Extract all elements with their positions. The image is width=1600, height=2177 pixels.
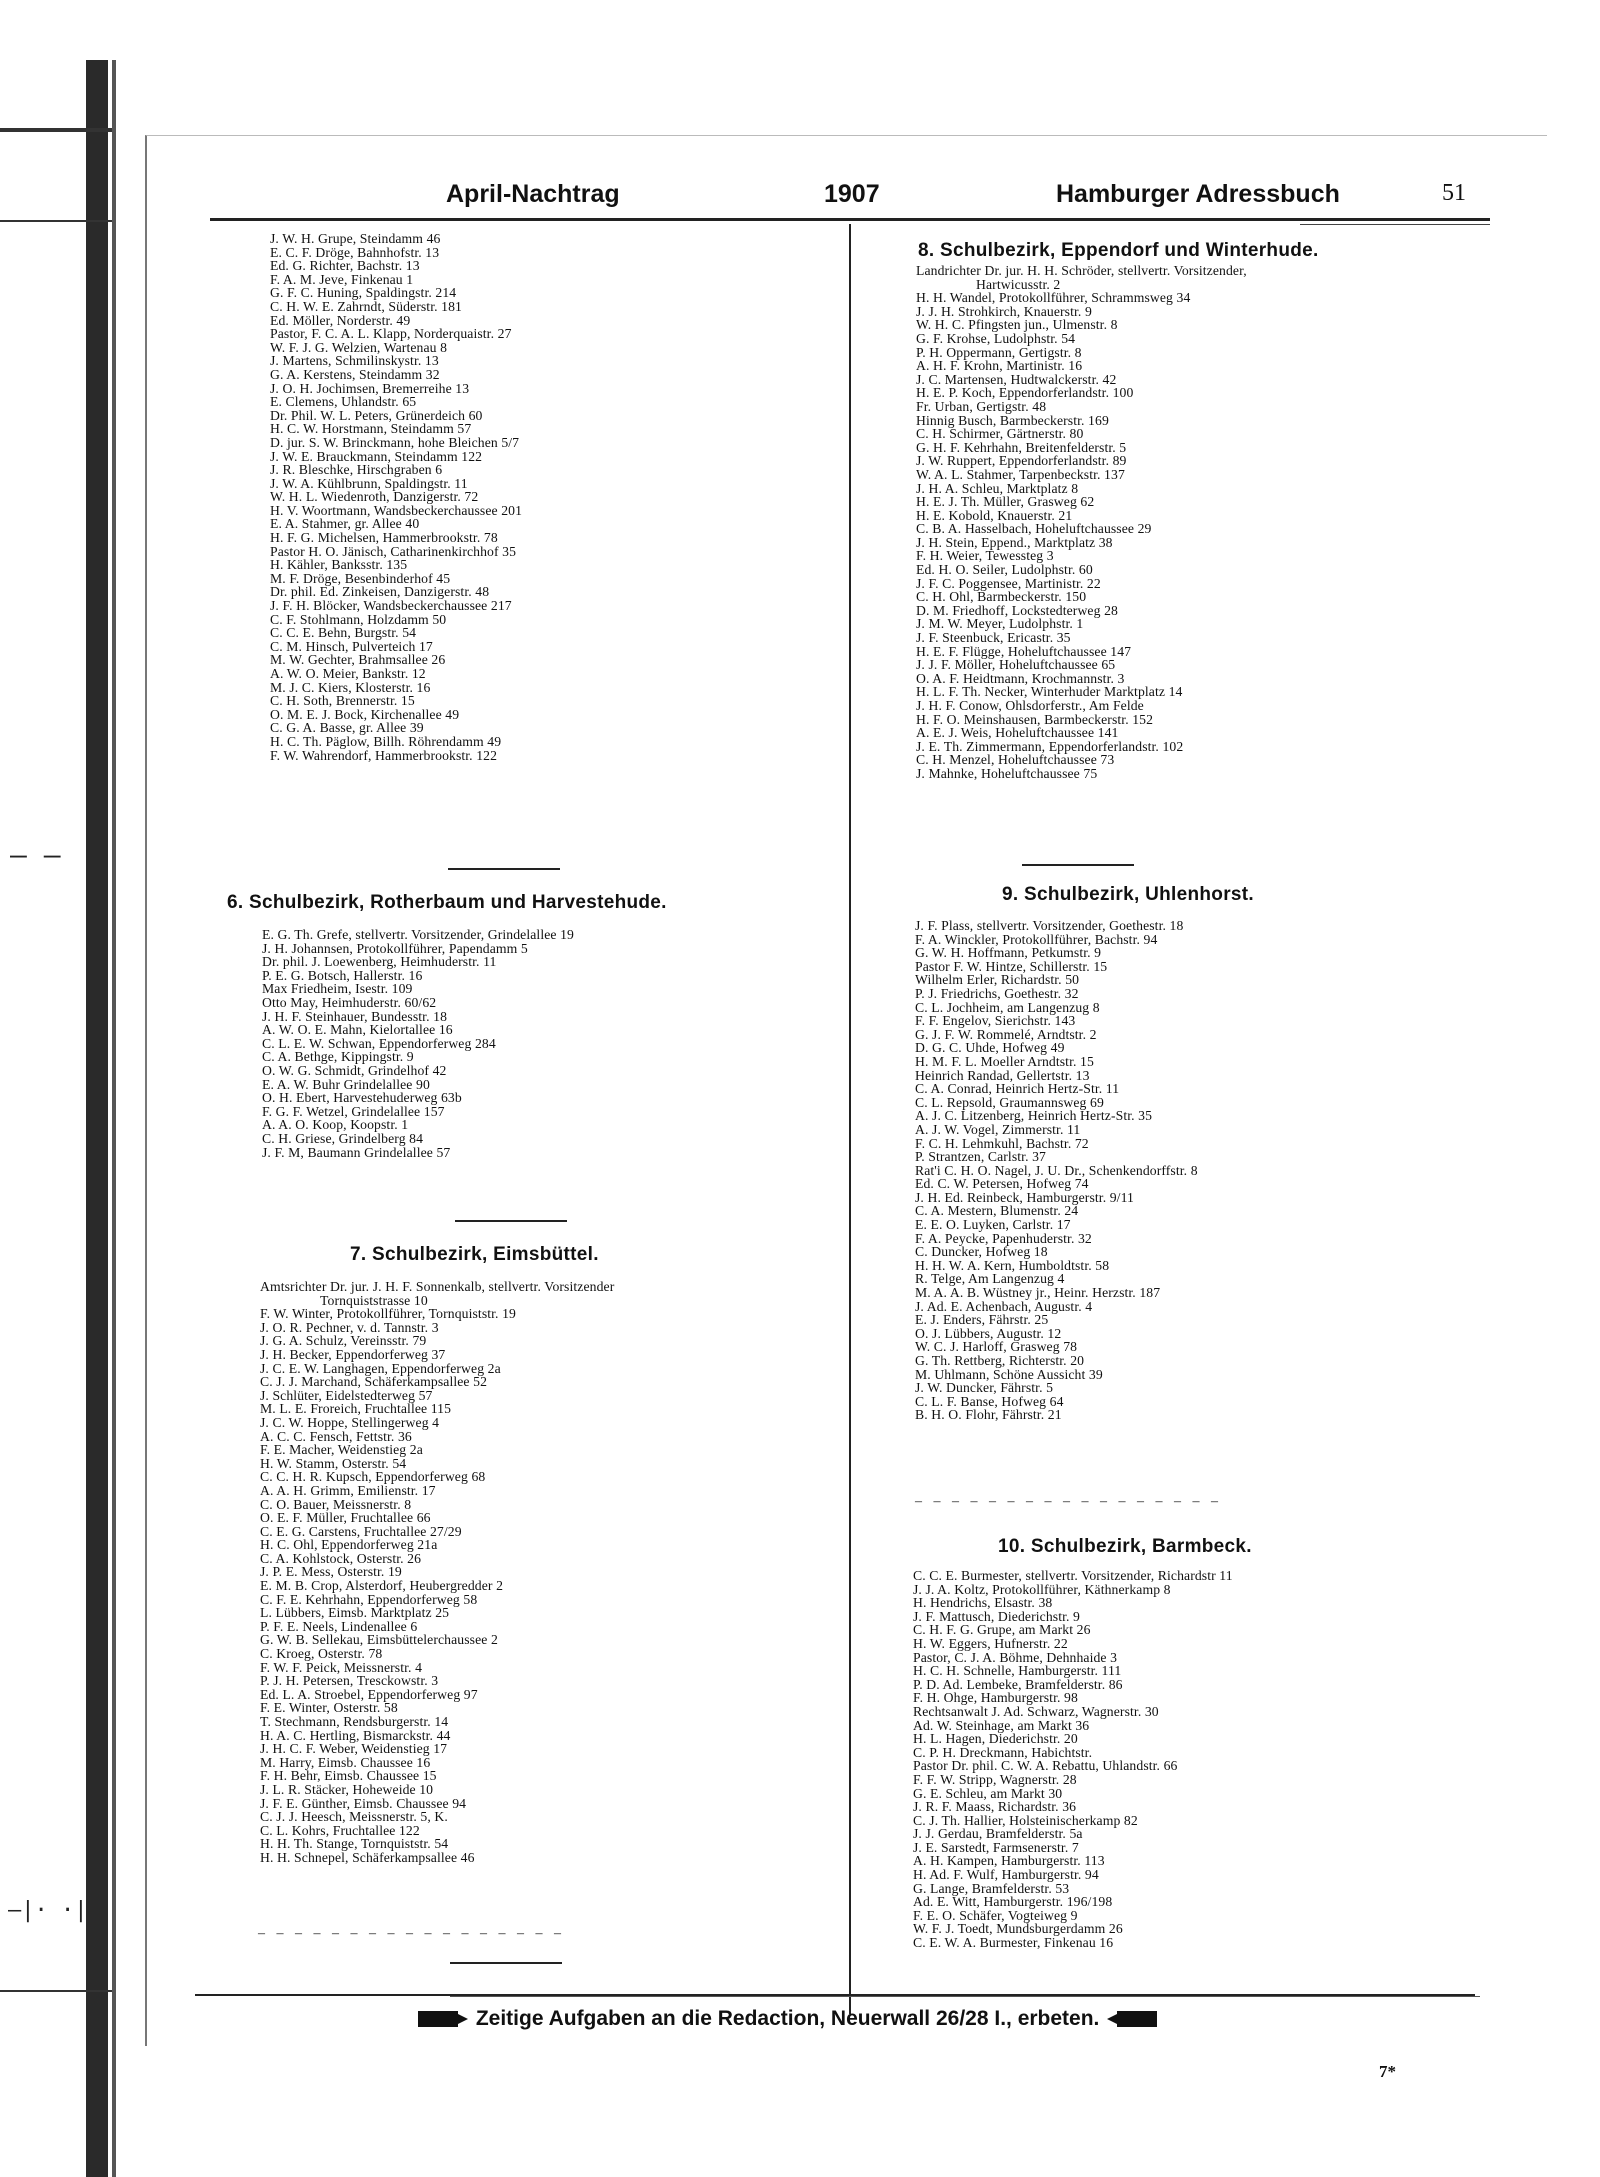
directory-entry: C. G. A. Basse, gr. Allee 39 [270, 720, 424, 736]
directory-entry: E. E. O. Luyken, Carlstr. 17 [915, 1217, 1071, 1233]
directory-entry: E. G. Th. Grefe, stellvertr. Vorsitzender, Grindelallee 19 [262, 927, 574, 942]
directory-entry: H. M. F. L. Moeller Arndtstr. 15 [915, 1053, 1094, 1069]
directory-entry: J. H. A. Schleu, Marktplatz 8 [916, 480, 1079, 496]
directory-entry: J. H. Ed. Reinbeck, Hamburgerstr. 9/11 [915, 1189, 1134, 1205]
directory-entry: J. Schlüter, Eidelstedterweg 57 [260, 1387, 433, 1403]
directory-entry: Amtsrichter Dr. jur. J. H. F. Sonnenkalb, stellvertr. Vorsitzender [260, 1279, 615, 1294]
directory-entry: C. J. J. Heesch, Meissnerstr. 5, K. [260, 1809, 448, 1825]
directory-entry: Hartwicusstr. 2 [976, 276, 1061, 292]
directory-entry: J. H. Johannsen, Protokollführer, Papendamm 5 [262, 940, 528, 956]
header-rule [210, 218, 1490, 221]
section-6-entries [262, 928, 574, 1159]
directory-entry: G. F. C. Huning, Spaldingstr. 214 [270, 285, 457, 301]
directory-entry: W. H. L. Wiedenroth, Danzigerstr. 72 [270, 489, 479, 505]
directory-entry: J. R. F. Maass, Richardstr. 36 [913, 1799, 1077, 1815]
directory-entry: D. G. C. Uhde, Hofweg 49 [915, 1040, 1065, 1056]
directory-entry: F. C. H. Lehmkuhl, Bachstr. 72 [915, 1135, 1089, 1151]
directory-entry: M. W. Gechter, Brahmsallee 26 [270, 652, 446, 668]
directory-entry: O. E. F. Müller, Fruchtallee 66 [260, 1510, 431, 1526]
directory-entry: G. Lange, Bramfelderstr. 53 [913, 1880, 1070, 1896]
directory-entry: H. L. F. Th. Necker, Winterhuder Marktplatz 14 [916, 684, 1183, 700]
directory-entry: C. H. F. G. Grupe, am Markt 26 [913, 1622, 1091, 1638]
directory-entry: F. E. Winter, Osterstr. 58 [260, 1700, 398, 1716]
directory-entry: C. L. Jochheim, am Langenzug 8 [915, 999, 1100, 1015]
directory-entry: Rechtsanwalt J. Ad. Schwarz, Wagnerstr. 30 [913, 1703, 1159, 1719]
directory-entry: G. E. Schleu, am Markt 30 [913, 1785, 1063, 1801]
directory-entry: M. A. A. B. Wüstney jr., Heinr. Herzstr. 187 [915, 1285, 1161, 1301]
directory-entry: Pastor Dr. phil. C. W. A. Rebattu, Uhlandstr. 66 [913, 1758, 1178, 1774]
directory-entry: Ad. W. Steinhage, am Markt 36 [913, 1717, 1090, 1733]
directory-entry: H. C. W. Horstmann, Steindamm 57 [270, 421, 472, 437]
directory-entry: C. A. Conrad, Heinrich Hertz-Str. 11 [915, 1081, 1120, 1097]
directory-entry: C. H. Menzel, Hoheluftchaussee 73 [916, 752, 1115, 768]
previous-page-rule [0, 220, 112, 222]
directory-entry: A. A. H. Grimm, Emilienstr. 17 [260, 1482, 436, 1498]
directory-entry: F. A. Peycke, Papenhuderstr. 32 [915, 1230, 1092, 1246]
footer-notice [418, 2007, 1318, 2041]
directory-entry: H. Hendrichs, Elsastr. 38 [913, 1595, 1053, 1611]
directory-entry: Pastor, C. J. A. Böhme, Dehnhaide 3 [913, 1649, 1118, 1665]
directory-entry: Ed. L. A. Stroebel, Eppendorferweg 97 [260, 1686, 478, 1702]
directory-entry: C. F. Stohlmann, Holzdamm 50 [270, 611, 447, 627]
directory-entry: P. Strantzen, Carlstr. 37 [915, 1149, 1046, 1165]
directory-entry: B. H. O. Flohr, Fährstr. 21 [915, 1407, 1062, 1423]
directory-entry: A. C. C. Fensch, Fettstr. 36 [260, 1428, 412, 1444]
directory-entry: J. J. A. Koltz, Protokollführer, Käthnerkamp 8 [913, 1581, 1171, 1597]
directory-entry: F. W. F. Peick, Meissnerstr. 4 [260, 1659, 423, 1675]
directory-entry: J. C. W. Hoppe, Stellingerweg 4 [260, 1414, 440, 1430]
directory-entry: C. J. Th. Hallier, Holsteinischerkamp 82 [913, 1812, 1138, 1828]
directory-entry: F. F. W. Stripp, Wagnerstr. 28 [913, 1771, 1077, 1787]
directory-entry: J. M. W. Meyer, Ludolphstr. 1 [916, 616, 1084, 632]
previous-page-dash-mark: – – [10, 838, 61, 871]
directory-entry: O. H. Ebert, Harvestehuderweg 63b [262, 1090, 462, 1106]
directory-entry: C. E. G. Carstens, Fruchtallee 27/29 [260, 1523, 462, 1539]
directory-entry: Ed. C. W. Petersen, Hofweg 74 [915, 1176, 1089, 1192]
directory-entry: H. Kähler, Banksstr. 135 [270, 557, 408, 573]
directory-entry: H. H. Th. Stange, Tornquiststr. 54 [260, 1836, 449, 1852]
directory-entry: A. J. W. Vogel, Zimmerstr. 11 [915, 1121, 1081, 1137]
directory-entry: G. F. Krohse, Ludolphstr. 54 [916, 330, 1076, 346]
section-heading: 10. Schulbezirk, Barmbeck. [998, 1536, 1252, 1557]
directory-entry: Dr. phil. Ed. Zinkeisen, Danzigerstr. 48 [270, 584, 490, 600]
directory-entry: Dr. Phil. W. L. Peters, Grünerdeich 60 [270, 407, 483, 423]
directory-entry: G. W. H. Hoffmann, Petkumstr. 9 [915, 945, 1102, 961]
directory-entry: Max Friedheim, Isestr. 109 [262, 981, 413, 997]
directory-entry: J. W. A. Kühlbrunn, Spaldingstr. 11 [270, 475, 468, 491]
directory-entry: J. W. E. Brauckmann, Steindamm 122 [270, 448, 483, 464]
directory-entry: P. J. Friedrichs, Goethestr. 32 [915, 985, 1079, 1001]
section-9-title [1002, 884, 1254, 906]
directory-entry: O. W. G. Schmidt, Grindelhof 42 [262, 1062, 447, 1078]
directory-entry: W. C. J. Harloff, Grasweg 78 [915, 1339, 1078, 1355]
directory-entry: Rat'i C. H. O. Nagel, J. U. Dr., Schenkendorffstr. 8 [915, 1162, 1198, 1178]
directory-entry: H. E. P. Koch, Eppendorferlandstr. 100 [916, 385, 1134, 401]
dash-rule: – – – – – – – – – – – – – – – – – [258, 1926, 565, 1941]
directory-entry: C. F. E. Kehrhahn, Eppendorferweg 58 [260, 1591, 478, 1607]
directory-entry: F. E. O. Schäfer, Vogteiweg 9 [913, 1907, 1078, 1923]
directory-entry: C. P. H. Dreckmann, Habichtstr. [913, 1744, 1093, 1760]
directory-entry: Heinrich Randad, Gellertstr. 13 [915, 1067, 1090, 1083]
directory-entry: J. E. Th. Zimmermann, Eppendorferlandstr. 102 [916, 738, 1184, 754]
section-7-title [350, 1244, 599, 1266]
directory-entry: J. G. A. Schulz, Vereinsstr. 79 [260, 1333, 427, 1349]
directory-entry: A. E. J. Weis, Hoheluftchaussee 141 [916, 725, 1119, 741]
section-9-entries [915, 919, 1198, 1422]
directory-entry: J. C. E. W. Langhagen, Eppendorferweg 2a [260, 1360, 501, 1376]
footer-notice-text: Zeitige Aufgaben an die Redaction, Neuerwall 26/28 I., erbeten. [475, 2007, 1100, 2030]
directory-entry: F. W. Wahrendorf, Hammerbrookstr. 122 [270, 747, 498, 763]
directory-entry: J. W. Duncker, Fährstr. 5 [915, 1380, 1054, 1396]
directory-entry: J. F. Mattusch, Diederichstr. 9 [913, 1608, 1080, 1624]
directory-entry: J. F. M, Baumann Grindelallee 57 [262, 1144, 451, 1160]
directory-entry: J. H. F. Conow, Ohlsdorferstr., Am Felde [916, 698, 1144, 713]
directory-entry: H. W. Eggers, Hufnerstr. 22 [913, 1635, 1068, 1651]
directory-entry: Dr. phil. J. Loewenberg, Heimhuderstr. 11 [262, 954, 497, 970]
directory-entry: H. H. Schnepel, Schäferkampsallee 46 [260, 1849, 475, 1865]
directory-entry: E. A. W. Buhr Grindelallee 90 [262, 1076, 430, 1092]
directory-entry: F. E. Macher, Weidenstieg 2a [260, 1442, 423, 1458]
directory-entry: J. H. C. F. Weber, Weidenstieg 17 [260, 1741, 448, 1757]
directory-entry: G. J. F. W. Rommelé, Arndtstr. 2 [915, 1026, 1097, 1042]
directory-entry: J. Ad. E. Achenbach, Augustr. 4 [915, 1298, 1093, 1314]
directory-entry: Pastor H. O. Jänisch, Catharinenkirchhof 35 [270, 543, 517, 559]
directory-entry: Ad. E. Witt, Hamburgerstr. 196/198 [913, 1894, 1113, 1910]
directory-entry: H. C. H. Schnelle, Hamburgerstr. 111 [913, 1663, 1122, 1679]
page-number: 51 [1442, 180, 1466, 206]
directory-entry: A. A. O. Koop, Koopstr. 1 [262, 1117, 409, 1133]
directory-entry: G. A. Kerstens, Steindamm 32 [270, 366, 440, 382]
directory-entry: C. J. J. Marchand, Schäferkampsallee 52 [260, 1374, 488, 1390]
section-separator [455, 1220, 567, 1222]
directory-entry: J. R. Bleschke, Hirschgraben 6 [270, 462, 443, 478]
directory-entry: H. F. G. Michelsen, Hammerbrookstr. 78 [270, 530, 498, 546]
directory-entry: M. J. C. Kiers, Klosterstr. 16 [270, 679, 431, 695]
directory-entry: H. E. J. Th. Müller, Grasweg 62 [916, 494, 1095, 510]
directory-entry: Ed. Möller, Norderstr. 49 [270, 312, 411, 328]
directory-entry: C. L. Kohrs, Fruchtallee 122 [260, 1822, 420, 1838]
dash-rule: – – – – – – – – – – – – – – – – – [915, 1494, 1222, 1509]
directory-entry: J. C. Martensen, Hudtwalckerstr. 42 [916, 371, 1117, 387]
directory-entry: C. H. W. E. Zahrndt, Süderstr. 181 [270, 298, 462, 314]
directory-entry: J. J. H. Strohkirch, Knauerstr. 9 [916, 303, 1092, 319]
directory-entry: H. F. O. Meinshausen, Barmbeckerstr. 152 [916, 711, 1154, 727]
directory-entry: J. F. Steenbuck, Ericastr. 35 [916, 630, 1071, 646]
directory-entry: Ed. H. O. Seiler, Ludolphstr. 60 [916, 562, 1093, 578]
directory-entry: M. Harry, Eimsb. Chaussee 16 [260, 1754, 431, 1770]
directory-entry: E. M. B. Crop, Alsterdorf, Heubergredder 2 [260, 1578, 504, 1594]
directory-entry: J. O. H. Jochimsen, Bremerreihe 13 [270, 380, 470, 396]
directory-entry: H. E. Kobold, Knauerstr. 21 [916, 507, 1073, 523]
directory-entry: C. A. Kohlstock, Osterstr. 26 [260, 1550, 422, 1566]
directory-entry: J. H. Stein, Eppend., Marktplatz 38 [916, 534, 1113, 550]
directory-entry: W. A. L. Stahmer, Tarpenbeckstr. 137 [916, 466, 1125, 482]
section-8-title [918, 240, 1319, 262]
directory-entry: E. C. F. Dröge, Bahnhofstr. 13 [270, 244, 440, 260]
directory-entry: F. A. Winckler, Protokollführer, Bachstr. 94 [915, 931, 1158, 947]
directory-entry: C. E. W. A. Burmester, Finkenau 16 [913, 1935, 1114, 1951]
directory-entry: Tornquiststrasse 10 [320, 1292, 428, 1308]
section-10-title [998, 1536, 1252, 1558]
directory-entry: C. C. E. Behn, Burgstr. 54 [270, 625, 417, 641]
directory-entry: O. A. F. Heidtmann, Krochmannstr. 3 [916, 670, 1125, 686]
directory-entry: M. Uhlmann, Schöne Aussicht 39 [915, 1366, 1103, 1382]
directory-entry: J. H. F. Steinhauer, Bundesstr. 18 [262, 1008, 448, 1024]
directory-entry: Pastor F. W. Hintze, Schillerstr. 15 [915, 958, 1108, 974]
directory-entry: C. Kroeg, Osterstr. 78 [260, 1646, 383, 1662]
directory-entry: H. E. F. Flügge, Hoheluftchaussee 147 [916, 643, 1132, 659]
directory-entry: J. F. E. Günther, Eimsb. Chaussee 94 [260, 1795, 467, 1811]
directory-entry: H. L. Hagen, Diederichstr. 20 [913, 1731, 1078, 1747]
directory-entry: C. H. Schirmer, Gärtnerstr. 80 [916, 426, 1084, 442]
directory-entry: W. F. J. G. Welzien, Wartenau 8 [270, 339, 448, 355]
directory-entry: J. W. Ruppert, Eppendorferlandstr. 89 [916, 453, 1127, 469]
binding-margin [0, 0, 130, 2177]
directory-entry: H. H. Wandel, Protokollführer, Schrammsweg 34 [916, 290, 1191, 306]
previous-page-fragment-mark: –|· ·| [8, 1898, 88, 1923]
directory-entry: C. A. Bethge, Kippingstr. 9 [262, 1049, 414, 1065]
directory-entry: H. W. Stamm, Osterstr. 54 [260, 1455, 407, 1471]
section-separator [1022, 864, 1134, 866]
directory-entry: A. H. Kampen, Hamburgerstr. 113 [913, 1853, 1105, 1869]
directory-entry: P. E. G. Botsch, Hallerstr. 16 [262, 967, 423, 983]
section-6-title [227, 892, 667, 914]
directory-entry: J. O. R. Pechner, v. d. Tannstr. 3 [260, 1319, 439, 1335]
section-7-entries [260, 1280, 614, 1865]
directory-entry: M. F. Dröge, Besenbinderhof 45 [270, 570, 451, 586]
previous-page-rule [0, 128, 112, 132]
directory-entry: Fr. Urban, Gertigstr. 48 [916, 398, 1047, 414]
directory-entry: R. Telge, Am Langenzug 4 [915, 1271, 1065, 1287]
directory-entry: C. L. E. W. Schwan, Eppendorferweg 284 [262, 1035, 496, 1051]
section-heading: 7. Schulbezirk, Eimsbüttel. [350, 1244, 599, 1265]
directory-entry: H. C. Ohl, Eppendorferweg 21a [260, 1537, 438, 1553]
directory-entry: Pastor, F. C. A. L. Klapp, Norderquaistr. 27 [270, 326, 512, 342]
running-header [210, 180, 1480, 220]
book-spine-edge [112, 60, 116, 2177]
directory-entry: C. A. Mestern, Blumenstr. 24 [915, 1203, 1079, 1219]
pointing-hand-right-icon [418, 2011, 458, 2027]
directory-entry: C. H. Soth, Brennerstr. 15 [270, 693, 415, 709]
directory-entry: E. J. Enders, Fährstr. 25 [915, 1312, 1049, 1328]
section-heading: 9. Schulbezirk, Uhlenhorst. [1002, 884, 1254, 905]
directory-entry: O. J. Lübbers, Augustr. 12 [915, 1325, 1062, 1341]
directory-entry: G. H. F. Kehrhahn, Breitenfelderstr. 5 [916, 439, 1127, 455]
section-10-entries [913, 1569, 1233, 1950]
directory-entry: H. C. Th. Päglow, Billh. Röhrendamm 49 [270, 733, 502, 749]
directory-entry: J. F. H. Blöcker, Wandsbeckerchaussee 217 [270, 598, 512, 614]
directory-entry: C. L. F. Banse, Hofweg 64 [915, 1393, 1064, 1409]
directory-entry: F. F. Engelov, Sierichstr. 143 [915, 1013, 1076, 1029]
directory-entry: C. B. A. Hasselbach, Hoheluftchaussee 29 [916, 521, 1152, 537]
column-divider [849, 224, 851, 2014]
directory-entry: F. H. Behr, Eimsb. Chaussee 15 [260, 1768, 437, 1784]
directory-entry: Landrichter Dr. jur. H. H. Schröder, stellvertr. Vorsitzender, [916, 263, 1247, 278]
directory-entry: A. W. O. E. Mahn, Kielortallee 16 [262, 1022, 453, 1038]
directory-entry: F. H. Weier, Tewessteg 3 [916, 548, 1054, 564]
directory-entry: W. F. J. Toedt, Mundsburgerdamm 26 [913, 1921, 1123, 1937]
directory-entry: F. H. Ohge, Hamburgerstr. 98 [913, 1690, 1078, 1706]
directory-entry: Hinnig Busch, Barmbeckerstr. 169 [916, 412, 1109, 428]
section-separator [448, 868, 560, 870]
directory-entry: J. H. Becker, Eppendorferweg 37 [260, 1346, 446, 1362]
directory-entry: D. M. Friedhoff, Lockstedterweg 28 [916, 602, 1118, 618]
directory-entry: F. G. F. Wetzel, Grindelallee 157 [262, 1103, 445, 1119]
directory-entry: P. H. Oppermann, Gertigstr. 8 [916, 344, 1082, 360]
directory-entry: H. Ad. F. Wulf, Hamburgerstr. 94 [913, 1867, 1099, 1883]
footer-rule-secondary [450, 1996, 1480, 1997]
header-rule-secondary [1300, 224, 1490, 225]
directory-entry: C. Duncker, Hofweg 18 [915, 1244, 1048, 1260]
directory-entry: A. W. O. Meier, Bankstr. 12 [270, 666, 426, 681]
section-8-entries [916, 264, 1247, 781]
directory-entry: H. H. W. A. Kern, Humboldtstr. 58 [915, 1257, 1110, 1273]
directory-entry: A. J. C. Litzenberg, Heinrich Hertz-Str. 35 [915, 1108, 1153, 1124]
header-book-title: Hamburger Adressbuch [1056, 180, 1340, 208]
directory-entry: J. J. F. Möller, Hoheluftchaussee 65 [916, 657, 1116, 673]
right-column-dashes [915, 1494, 1222, 1510]
directory-entry: P. F. E. Neels, Lindenallee 6 [260, 1618, 418, 1634]
directory-entry: Wilhelm Erler, Richardstr. 50 [915, 972, 1080, 988]
section-heading: 8. Schulbezirk, Eppendorf und Winterhude. [918, 240, 1319, 261]
directory-entry: J. F. C. Poggensee, Martinistr. 22 [916, 575, 1101, 591]
directory-entry: J. L. R. Stäcker, Hoheweide 10 [260, 1781, 434, 1797]
directory-entry: C. C. E. Burmester, stellvertr. Vorsitzender, Richardstr 11 [913, 1568, 1233, 1583]
directory-entry: J. F. Plass, stellvertr. Vorsitzender, Goethestr. 18 [915, 918, 1184, 933]
book-spine [86, 60, 108, 2177]
left-column-continuation [270, 232, 522, 762]
directory-entry: W. H. C. Pfingsten jun., Ulmenstr. 8 [916, 317, 1118, 333]
directory-entry: J. P. E. Mess, Osterstr. 19 [260, 1564, 402, 1580]
directory-entry: E. A. Stahmer, gr. Allee 40 [270, 516, 420, 532]
directory-entry: J. J. Gerdau, Bramfelderstr. 5a [913, 1826, 1083, 1842]
directory-entry: H. A. C. Hertling, Bismarckstr. 44 [260, 1727, 451, 1743]
printer-signature-mark: 7* [1379, 2062, 1396, 2081]
directory-entry: L. Lübbers, Eimsb. Marktplatz 25 [260, 1605, 450, 1621]
directory-entry: Ed. G. Richter, Bachstr. 13 [270, 258, 420, 274]
directory-entry: D. jur. S. W. Brinckmann, hohe Bleichen 5/7 [270, 434, 520, 450]
directory-entry: E. Clemens, Uhlandstr. 65 [270, 394, 417, 410]
directory-entry: O. M. E. J. Bock, Kirchenallee 49 [270, 706, 460, 722]
directory-entry: H. V. Woortmann, Wandsbeckerchaussee 201 [270, 502, 523, 518]
directory-entry: F. W. Winter, Protokollführer, Tornquiststr. 19 [260, 1306, 516, 1322]
section-separator [450, 1962, 562, 1964]
directory-entry: G. Th. Rettberg, Richterstr. 20 [915, 1353, 1085, 1368]
directory-entry: C. H. Griese, Grindelberg 84 [262, 1130, 424, 1146]
header-section-label: April-Nachtrag [446, 180, 620, 208]
left-column-end-dashes [258, 1926, 565, 1942]
directory-entry: J. E. Sarstedt, Farmsenerstr. 7 [913, 1839, 1079, 1855]
directory-entry: P. J. H. Petersen, Tresckowstr. 3 [260, 1673, 439, 1689]
directory-entry: Otto May, Heimhuderstr. 60/62 [262, 994, 437, 1010]
directory-entry: G. W. B. Sellekau, Eimsbüttelerchaussee 2 [260, 1632, 498, 1648]
directory-entry: C. L. Repsold, Graumannsweg 69 [915, 1094, 1104, 1110]
pointing-hand-left-icon [1117, 2011, 1157, 2027]
section-heading: 6. Schulbezirk, Rotherbaum und Harvestehude. [227, 892, 667, 913]
directory-entry: C. M. Hinsch, Pulverteich 17 [270, 638, 433, 654]
directory-entry: F. A. M. Jeve, Finkenau 1 [270, 271, 414, 287]
directory-entry: A. H. F. Krohn, Martinistr. 16 [916, 358, 1083, 374]
directory-entry: C. O. Bauer, Meissnerstr. 8 [260, 1496, 412, 1512]
header-year: 1907 [824, 180, 880, 208]
directory-entry: C. C. H. R. Kupsch, Eppendorferweg 68 [260, 1469, 486, 1485]
directory-entry: P. D. Ad. Lembeke, Bramfelderstr. 86 [913, 1676, 1123, 1692]
directory-entry: T. Stechmann, Rendsburgerstr. 14 [260, 1714, 449, 1729]
previous-page-rule [0, 1990, 112, 1992]
directory-entry: C. H. Ohl, Barmbeckerstr. 150 [916, 589, 1087, 605]
directory-entry: J. W. H. Grupe, Steindamm 46 [270, 231, 441, 246]
directory-entry: M. L. E. Froreich, Fruchtallee 115 [260, 1401, 452, 1417]
directory-entry: J. Mahnke, Hoheluftchaussee 75 [916, 765, 1098, 781]
directory-entry: J. Martens, Schmilinskystr. 13 [270, 353, 439, 369]
